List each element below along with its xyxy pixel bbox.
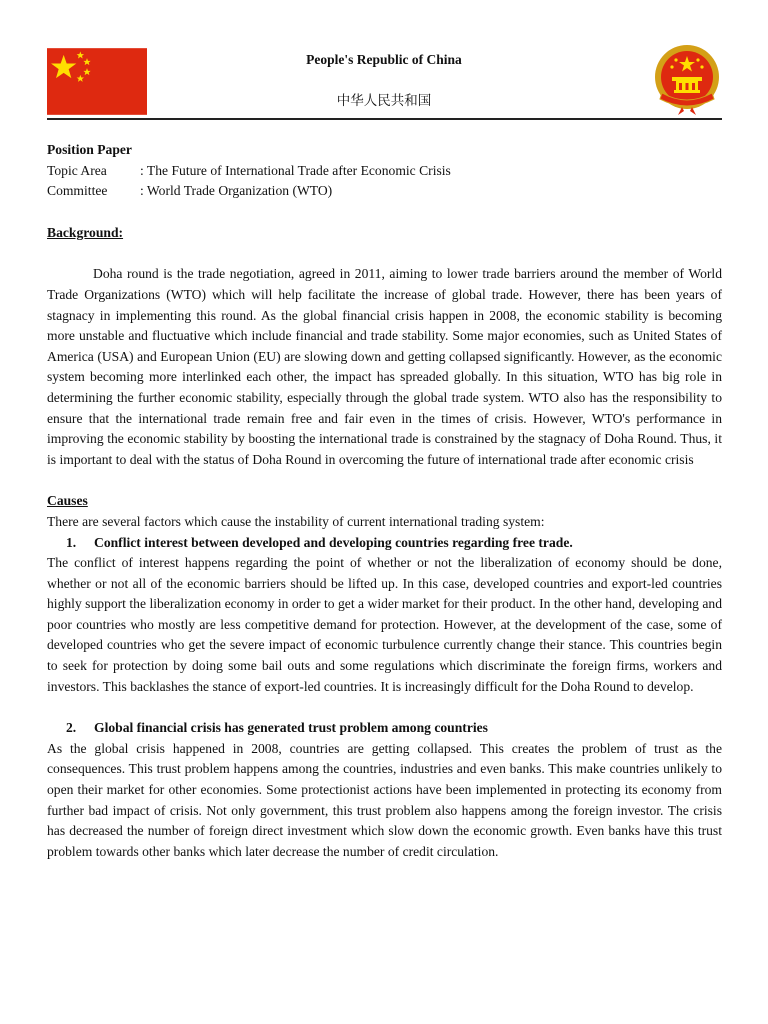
causes-intro: There are several factors which cause the instability of current international trading system: (47, 513, 545, 529)
background-paragraph: Doha round is the trade negotiation, agreed in 2011, aiming to lower trade barriers around the member of World Trade Organizations (WTO) which will help facilitate the increase of global trade. However, there has been years of stagnacy in implementing this round. As the global financial crisis happen in 2008, the economic stability is becoming more unstable and fluctuative which include financial and trade stability. Some major economies, such as United States of America (USA) and European Union (EU) are slowing down and getting collapsed significantly. However, as the economic system becoming more interlinked each other, the impact has spreaded globally. In this situation, WTO has big role in determining the further economic stability, especially through the global trade system. WTO also has the responsibility to ensure that the international trade remain free and fair even in the times of crisis. However, WTO's performance in improving the economic stability by boosting the international trade is constrained by the stagnacy of Doha Round. Thus, it is important to deal with the status of Doha Round in overcoming the future of international trade after economic crisis (47, 266, 722, 467)
country-name-chinese: 中华人民共和国 (336, 93, 432, 109)
document-body (47, 140, 722, 862)
committee-value: : World Trade Organization (WTO) (140, 183, 333, 199)
cause-1-number: 1. (66, 534, 77, 550)
cause-2-number: 2. (66, 720, 77, 736)
committee-row (47, 181, 722, 202)
country-name: People's Republic of China (306, 52, 462, 67)
header-divider (47, 118, 722, 120)
topic-area-value: : The Future of International Trade after Economic Crisis (140, 162, 451, 178)
cause-2-title: Global financial crisis has generated trust problem among countries (94, 720, 488, 736)
committee-label: Committee (47, 183, 108, 199)
cause-1-heading (47, 533, 722, 554)
topic-area-label: Topic Area (47, 162, 107, 178)
topic-area-row (47, 161, 722, 182)
causes-heading: Causes (47, 493, 88, 509)
cause-2-heading (47, 718, 722, 739)
document-type: Position Paper (47, 142, 132, 157)
cause-2-body: As the global crisis happened in 2008, countries are getting collapsed. This creates the problem of trust as the consequences. This trust problem happens among the countries, industries and even banks. This make countries unlikely to open their market for other economies. Some protectionist actions have been implemented in protecting its economy from further bad impact of crisis. Not only government, this trust problem also happens among the foreign investor. The crisis has decreased the number of foreign direct investment which slow down the economic growth. Even banks have this trust problem towards other banks which later decrease the number of credit circulation. (47, 740, 722, 859)
cause-1-body: The conflict of interest happens regarding the point of whether or not the liberalization of economy should be done, whether or not all of the economic barriers should be lifted up. In this case, developed countries and export-led countries highly support the liberalization economy in order to get a wider market for their product. In the other hand, developing and poor countries who mostly are less competitive demand for protection. However, at the development of the case, some of developed countries who get the severe impact of economic turbulence currently change their stance. This countries begin to seek for protection by doing some bail outs and some regulations which discriminate the foreign firms, workers and investors. This backlashes the stance of export-led countries. It is increasingly difficult for the Doha Round to develop. (47, 555, 722, 694)
background-heading: Background: (47, 224, 124, 240)
cause-1-title: Conflict interest between developed and developing countries regarding free trade. (94, 534, 573, 550)
